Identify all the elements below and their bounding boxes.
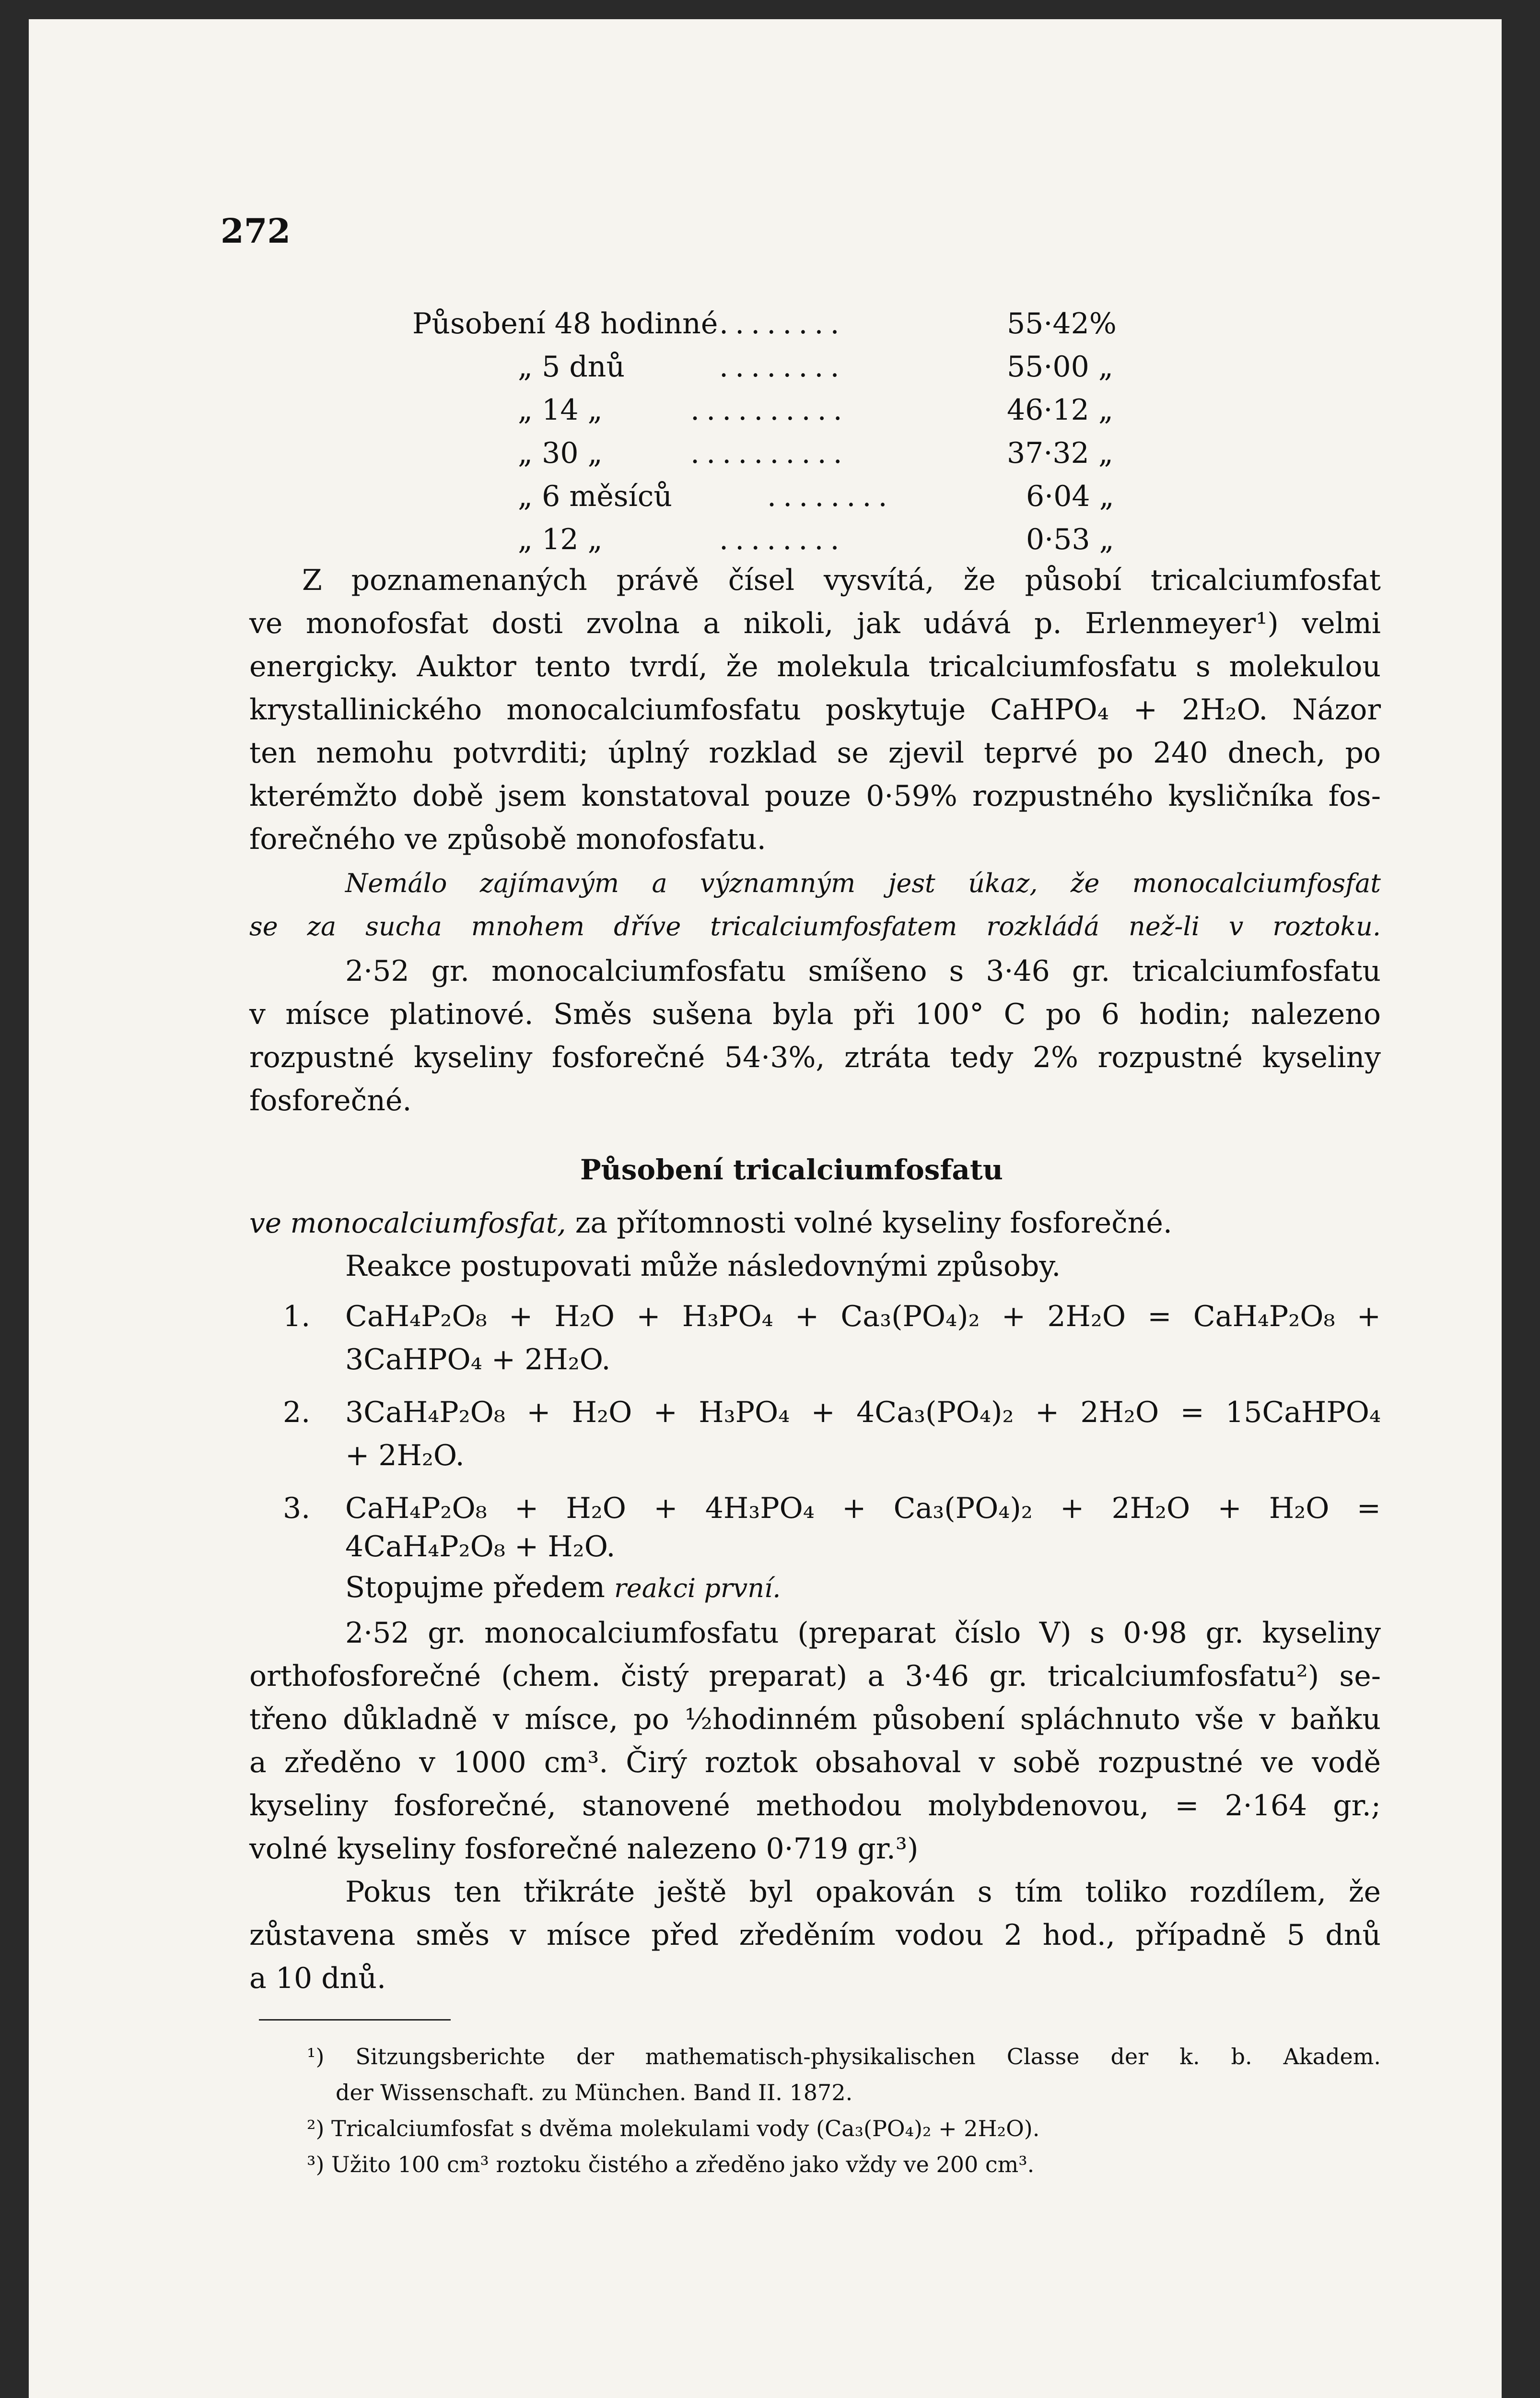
equation-line: + 2H₂O.	[345, 1439, 465, 1472]
text-line: Z poznamenaných právě čísel vysvítá, že působí tricalciumfosfat	[302, 564, 1381, 597]
table-row-value: 0·53 „	[1026, 523, 1114, 556]
table-row-dots: ........	[719, 523, 846, 556]
footnote-line: der Wissenschaft. zu München. Band II. 1872.	[336, 2080, 853, 2105]
text-line: 2·52 gr. monocalciumfosfatu smíšeno s 3·46 gr. tricalciumfosfatu	[345, 954, 1381, 988]
equation-number: 3.	[283, 1492, 311, 1525]
table-row-dots: ..........	[690, 436, 849, 470]
footnote-divider	[259, 2019, 451, 2021]
reaction-intro: Reakce postupovati může následovnými způsoby.	[345, 1249, 1061, 1283]
equation-line: 3CaH₄P₂O₈ + H₂O + H₃PO₄ + 4Ca₃(PO₄)₂ + 2H₂O = 15CaHPO₄	[345, 1396, 1381, 1429]
italic-line: se za sucha mnohem dříve tricalciumfosfatem rozkládá než-li v roztoku.	[249, 911, 1381, 941]
text-line: fosforečné.	[249, 1084, 412, 1117]
table-row-label: „ 12 „	[518, 523, 603, 556]
table-row-dots: ........	[767, 480, 894, 513]
text-line: kyseliny fosforečné, stanovené methodou molybdenovou, = 2·164 gr.;	[249, 1789, 1381, 1822]
equation-line: 4CaH₄P₂O₈ + H₂O.	[345, 1530, 616, 1563]
table-row-value: 55·42%	[1007, 307, 1117, 341]
stop-italic: reakci první.	[614, 1573, 781, 1603]
table-row-dots: ........	[719, 307, 846, 341]
table-row-dots: ........	[719, 350, 846, 384]
table-row-value: 6·04 „	[1026, 480, 1114, 513]
text-line: ve monofosfat dosti zvolna a nikoli, jak udává p. Erlenmeyer¹) velmi	[249, 607, 1381, 640]
table-row-label: „ 14 „	[518, 393, 603, 427]
italic-line: Nemálo zajímavým a významným jest úkaz, že monocalciumfosfat	[345, 868, 1381, 898]
text-line: třeno důkladně v mísce, po ½hodinném působení spláchnuto vše v baňku	[249, 1703, 1381, 1736]
table-row-label: „ 6 měsíců	[518, 480, 673, 513]
text-line: kterémžto době jsem konstatoval pouze 0·59% rozpustného kysličníka fos-	[249, 779, 1381, 813]
text-line: orthofosforečné (chem. čistý preparat) a 3·46 gr. tricalciumfosfatu²) se-	[249, 1659, 1381, 1693]
page-number: 272	[221, 211, 291, 251]
text-line: a zředěno v 1000 cm³. Čirý roztok obsahoval v sobě rozpustné ve vodě	[249, 1746, 1381, 1779]
equation-line: CaH₄P₂O₈ + H₂O + H₃PO₄ + Ca₃(PO₄)₂ + 2H₂O = CaH₄P₂O₈ +	[345, 1300, 1381, 1333]
table-row-value: 37·32 „	[1007, 436, 1113, 470]
text-line: v mísce platinové. Směs sušena byla při 100° C po 6 hodin; nalezeno	[249, 998, 1381, 1031]
text-line: energicky. Auktor tento tvrdí, že molekula tricalciumfosfatu s molekulou	[249, 650, 1381, 683]
text-line: zůstavena směs v mísce před zředěním vodou 2 hod., případně 5 dnů	[249, 1918, 1381, 1952]
subheading-italic: ve monocalciumfosfat,	[249, 1207, 566, 1239]
table-row-dots: ..........	[690, 393, 849, 427]
text-line: ten nemohu potvrditi; úplný rozklad se zjevil teprvé po 240 dnech, po	[249, 736, 1381, 770]
text-line: Pokus ten třikráte ještě byl opakován s tím toliko rozdílem, že	[345, 1875, 1381, 1909]
section-subheading	[249, 1206, 1172, 1240]
equation-number: 1.	[283, 1300, 311, 1333]
table-row-label: Působení 48 hodinné	[412, 307, 718, 341]
table-row-label: „ 30 „	[518, 436, 603, 470]
table-row-label: „ 5 dnů	[518, 350, 625, 384]
equation-number: 2.	[283, 1396, 311, 1429]
text-line: krystallinického monocalciumfosfatu poskytuje CaHPO₄ + 2H₂O. Názor	[249, 693, 1381, 727]
equation-line: 3CaHPO₄ + 2H₂O.	[345, 1343, 611, 1376]
stop-line	[345, 1573, 781, 1602]
text-line: rozpustné kyseliny fosforečné 54·3%, ztráta tedy 2% rozpustné kyseliny	[249, 1041, 1381, 1074]
footnote-line: ³) Užito 100 cm³ roztoku čistého a zředěno jako vždy ve 200 cm³.	[307, 2151, 1035, 2177]
stop-text: Stopujme předem	[345, 1571, 605, 1604]
subheading-rest: za přítomnosti volné kyseliny fosforečné.	[566, 1206, 1172, 1240]
footnote-line: ¹) Sitzungsberichte der mathematisch-physikalischen Classe der k. b. Akadem.	[307, 2044, 1381, 2069]
text-line: volné kyseliny fosforečné nalezeno 0·719 gr.³)	[249, 1832, 919, 1866]
table-row-value: 46·12 „	[1007, 393, 1113, 427]
footnote-line: ²) Tricalciumfosfat s dvěma molekulami vody (Ca₃(PO₄)₂ + 2H₂O).	[307, 2116, 1040, 2141]
text-line: 2·52 gr. monocalciumfosfatu (preparat číslo V) s 0·98 gr. kyseliny	[345, 1616, 1381, 1650]
page	[29, 19, 1502, 2398]
table-row-value: 55·00 „	[1007, 350, 1113, 384]
text-line: forečného ve způsobě monofosfatu.	[249, 823, 766, 856]
equation-line: CaH₄P₂O₈ + H₂O + 4H₃PO₄ + Ca₃(PO₄)₂ + 2H₂O + H₂O =	[345, 1492, 1381, 1525]
text-line: a 10 dnů.	[249, 1962, 386, 1995]
section-heading: Působení tricalciumfosfatu	[580, 1153, 1003, 1186]
